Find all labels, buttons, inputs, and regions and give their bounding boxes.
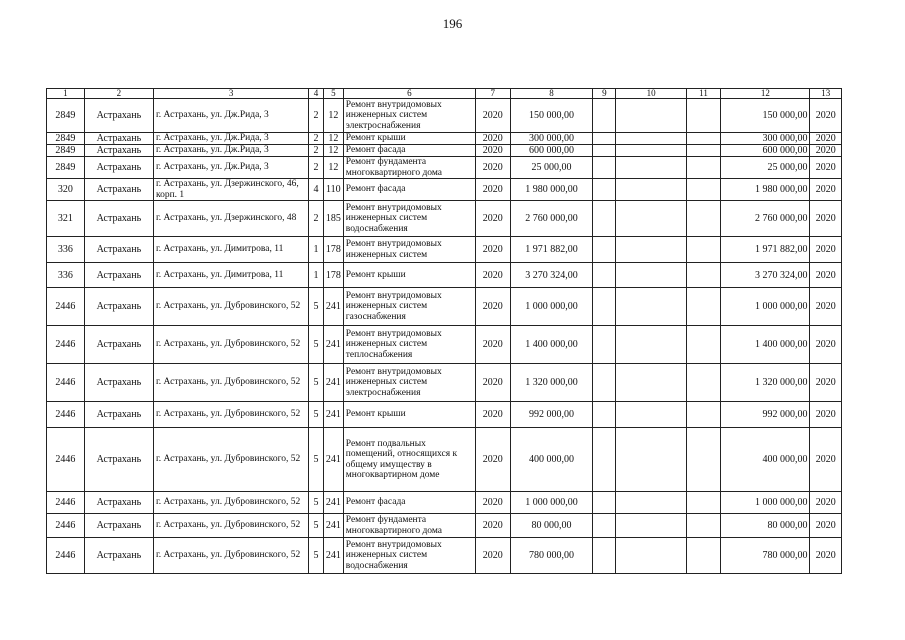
row-year: 2020 xyxy=(475,428,510,492)
row-c9 xyxy=(593,99,616,133)
row-id: 2446 xyxy=(47,402,85,428)
row-cost: 1 000 000,00 xyxy=(510,492,593,514)
row-c9 xyxy=(593,514,616,538)
row-total: 3 270 324,00 xyxy=(721,263,810,288)
column-header: 2 xyxy=(84,89,153,99)
row-work: Ремонт подвальных помещений, относящихся к общему имуществу в многоквартирном доме xyxy=(343,428,475,492)
row-end-year: 2020 xyxy=(810,402,842,428)
row-year: 2020 xyxy=(475,514,510,538)
row-c11 xyxy=(686,133,721,145)
row-id: 2849 xyxy=(47,157,85,179)
row-apts: 241 xyxy=(323,514,343,538)
row-total: 1 980 000,00 xyxy=(721,179,810,201)
row-c11 xyxy=(686,201,721,237)
row-end-year: 2020 xyxy=(810,237,842,263)
row-c10 xyxy=(616,428,686,492)
row-city: Астрахань xyxy=(84,538,153,574)
row-city: Астрахань xyxy=(84,157,153,179)
row-id: 2446 xyxy=(47,326,85,364)
row-year: 2020 xyxy=(475,326,510,364)
row-end-year: 2020 xyxy=(810,514,842,538)
row-total: 150 000,00 xyxy=(721,99,810,133)
row-id: 2446 xyxy=(47,538,85,574)
column-header: 3 xyxy=(153,89,308,99)
row-c11 xyxy=(686,99,721,133)
row-c10 xyxy=(616,364,686,402)
row-floors: 5 xyxy=(309,538,324,574)
row-address: г. Астрахань, ул. Дзержинского, 48 xyxy=(153,201,308,237)
row-year: 2020 xyxy=(475,201,510,237)
row-end-year: 2020 xyxy=(810,99,842,133)
row-year: 2020 xyxy=(475,288,510,326)
row-address: г. Астрахань, ул. Димитрова, 11 xyxy=(153,263,308,288)
row-apts: 241 xyxy=(323,326,343,364)
row-work: Ремонт крыши xyxy=(343,402,475,428)
row-city: Астрахань xyxy=(84,288,153,326)
column-header: 11 xyxy=(686,89,721,99)
table-row xyxy=(47,514,842,538)
row-floors: 4 xyxy=(309,179,324,201)
table-row xyxy=(47,326,842,364)
row-floors: 5 xyxy=(309,492,324,514)
table-row xyxy=(47,288,842,326)
row-work: Ремонт внутридомовых инженерных систем газоснабжения xyxy=(343,288,475,326)
row-floors: 1 xyxy=(309,263,324,288)
row-apts: 178 xyxy=(323,263,343,288)
row-end-year: 2020 xyxy=(810,157,842,179)
row-year: 2020 xyxy=(475,157,510,179)
row-c11 xyxy=(686,157,721,179)
row-id: 336 xyxy=(47,263,85,288)
row-city: Астрахань xyxy=(84,133,153,145)
row-c10 xyxy=(616,288,686,326)
table-row xyxy=(47,428,842,492)
row-id: 321 xyxy=(47,201,85,237)
row-c10 xyxy=(616,179,686,201)
row-cost: 600 000,00 xyxy=(510,145,593,157)
row-cost: 1 400 000,00 xyxy=(510,326,593,364)
row-c11 xyxy=(686,237,721,263)
row-cost: 1 971 882,00 xyxy=(510,237,593,263)
row-end-year: 2020 xyxy=(810,428,842,492)
row-city: Астрахань xyxy=(84,428,153,492)
row-c9 xyxy=(593,179,616,201)
row-year: 2020 xyxy=(475,179,510,201)
row-address: г. Астрахань, ул. Димитрова, 11 xyxy=(153,237,308,263)
table-row xyxy=(47,538,842,574)
row-c11 xyxy=(686,145,721,157)
row-c11 xyxy=(686,288,721,326)
row-c10 xyxy=(616,133,686,145)
row-work: Ремонт крыши xyxy=(343,133,475,145)
row-end-year: 2020 xyxy=(810,263,842,288)
row-address: г. Астрахань, ул. Дж.Рида, 3 xyxy=(153,157,308,179)
row-apts: 12 xyxy=(323,145,343,157)
row-id: 2446 xyxy=(47,364,85,402)
row-year: 2020 xyxy=(475,364,510,402)
row-id: 2446 xyxy=(47,428,85,492)
row-end-year: 2020 xyxy=(810,492,842,514)
column-header: 5 xyxy=(323,89,343,99)
row-c9 xyxy=(593,538,616,574)
row-cost: 2 760 000,00 xyxy=(510,201,593,237)
row-c9 xyxy=(593,288,616,326)
row-c9 xyxy=(593,237,616,263)
row-floors: 5 xyxy=(309,326,324,364)
row-end-year: 2020 xyxy=(810,326,842,364)
row-address: г. Астрахань, ул. Дзержинского, 46, корп. 1 xyxy=(153,179,308,201)
row-address: г. Астрахань, ул. Дубровинского, 52 xyxy=(153,364,308,402)
row-total: 300 000,00 xyxy=(721,133,810,145)
row-apts: 178 xyxy=(323,237,343,263)
row-cost: 992 000,00 xyxy=(510,402,593,428)
row-city: Астрахань xyxy=(84,99,153,133)
row-total: 780 000,00 xyxy=(721,538,810,574)
row-city: Астрахань xyxy=(84,492,153,514)
row-c11 xyxy=(686,514,721,538)
row-work: Ремонт фасада xyxy=(343,179,475,201)
row-id: 2446 xyxy=(47,492,85,514)
row-total: 400 000,00 xyxy=(721,428,810,492)
row-c11 xyxy=(686,538,721,574)
column-header: 1 xyxy=(47,89,85,99)
row-total: 25 000,00 xyxy=(721,157,810,179)
row-city: Астрахань xyxy=(84,145,153,157)
row-city: Астрахань xyxy=(84,402,153,428)
row-address: г. Астрахань, ул. Дж.Рида, 3 xyxy=(153,145,308,157)
column-header: 9 xyxy=(593,89,616,99)
row-cost: 780 000,00 xyxy=(510,538,593,574)
row-apts: 241 xyxy=(323,492,343,514)
row-total: 1 971 882,00 xyxy=(721,237,810,263)
table-row xyxy=(47,402,842,428)
row-apts: 12 xyxy=(323,99,343,133)
row-total: 2 760 000,00 xyxy=(721,201,810,237)
row-address: г. Астрахань, ул. Дубровинского, 52 xyxy=(153,288,308,326)
row-city: Астрахань xyxy=(84,263,153,288)
row-c10 xyxy=(616,99,686,133)
row-apts: 110 xyxy=(323,179,343,201)
row-apts: 241 xyxy=(323,538,343,574)
row-apts: 241 xyxy=(323,364,343,402)
row-c10 xyxy=(616,145,686,157)
row-work: Ремонт внутридомовых инженерных систем водоснабжения xyxy=(343,538,475,574)
row-total: 992 000,00 xyxy=(721,402,810,428)
row-work: Ремонт фасада xyxy=(343,145,475,157)
row-id: 2446 xyxy=(47,514,85,538)
row-floors: 5 xyxy=(309,428,324,492)
column-header: 13 xyxy=(810,89,842,99)
table-row xyxy=(47,145,842,157)
table-row xyxy=(47,99,842,133)
row-c9 xyxy=(593,402,616,428)
row-year: 2020 xyxy=(475,263,510,288)
column-header: 8 xyxy=(510,89,593,99)
row-year: 2020 xyxy=(475,99,510,133)
row-c9 xyxy=(593,326,616,364)
row-address: г. Астрахань, ул. Дубровинского, 52 xyxy=(153,428,308,492)
row-c9 xyxy=(593,133,616,145)
row-c10 xyxy=(616,492,686,514)
column-header: 7 xyxy=(475,89,510,99)
row-id: 336 xyxy=(47,237,85,263)
table-row xyxy=(47,179,842,201)
row-year: 2020 xyxy=(475,145,510,157)
row-c10 xyxy=(616,326,686,364)
row-floors: 5 xyxy=(309,514,324,538)
row-id: 2849 xyxy=(47,99,85,133)
row-c9 xyxy=(593,364,616,402)
row-c9 xyxy=(593,428,616,492)
row-year: 2020 xyxy=(475,492,510,514)
row-c10 xyxy=(616,237,686,263)
row-year: 2020 xyxy=(475,237,510,263)
row-apts: 241 xyxy=(323,428,343,492)
row-total: 1 320 000,00 xyxy=(721,364,810,402)
row-end-year: 2020 xyxy=(810,133,842,145)
row-id: 2849 xyxy=(47,133,85,145)
row-cost: 1 000 000,00 xyxy=(510,288,593,326)
row-floors: 2 xyxy=(309,145,324,157)
row-cost: 1 980 000,00 xyxy=(510,179,593,201)
row-city: Астрахань xyxy=(84,237,153,263)
row-year: 2020 xyxy=(475,538,510,574)
row-address: г. Астрахань, ул. Дубровинского, 52 xyxy=(153,514,308,538)
row-total: 600 000,00 xyxy=(721,145,810,157)
row-apts: 241 xyxy=(323,288,343,326)
row-c10 xyxy=(616,514,686,538)
row-c11 xyxy=(686,402,721,428)
row-floors: 1 xyxy=(309,237,324,263)
row-c10 xyxy=(616,157,686,179)
row-end-year: 2020 xyxy=(810,288,842,326)
header-row xyxy=(47,89,842,99)
row-cost: 80 000,00 xyxy=(510,514,593,538)
row-address: г. Астрахань, ул. Дубровинского, 52 xyxy=(153,326,308,364)
row-end-year: 2020 xyxy=(810,364,842,402)
row-c9 xyxy=(593,201,616,237)
row-year: 2020 xyxy=(475,402,510,428)
row-c11 xyxy=(686,364,721,402)
row-floors: 2 xyxy=(309,157,324,179)
row-id: 2849 xyxy=(47,145,85,157)
row-apts: 241 xyxy=(323,402,343,428)
row-floors: 5 xyxy=(309,364,324,402)
row-c10 xyxy=(616,538,686,574)
row-cost: 400 000,00 xyxy=(510,428,593,492)
table-row xyxy=(47,263,842,288)
row-id: 2446 xyxy=(47,288,85,326)
row-cost: 300 000,00 xyxy=(510,133,593,145)
row-year: 2020 xyxy=(475,133,510,145)
row-c10 xyxy=(616,402,686,428)
row-c11 xyxy=(686,428,721,492)
row-address: г. Астрахань, ул. Дубровинского, 52 xyxy=(153,492,308,514)
row-c9 xyxy=(593,145,616,157)
table-row xyxy=(47,133,842,145)
row-apts: 12 xyxy=(323,157,343,179)
page-number: 196 xyxy=(442,16,463,31)
row-work: Ремонт фасада xyxy=(343,492,475,514)
row-floors: 5 xyxy=(309,288,324,326)
capital-repair-table xyxy=(46,88,842,574)
table-row xyxy=(47,237,842,263)
row-address: г. Астрахань, ул. Дж.Рида, 3 xyxy=(153,99,308,133)
row-cost: 3 270 324,00 xyxy=(510,263,593,288)
table-row xyxy=(47,157,842,179)
row-total: 1 400 000,00 xyxy=(721,326,810,364)
row-total: 1 000 000,00 xyxy=(721,288,810,326)
row-city: Астрахань xyxy=(84,201,153,237)
row-work: Ремонт внутридомовых инженерных систем теплоснабжения xyxy=(343,326,475,364)
row-cost: 150 000,00 xyxy=(510,99,593,133)
row-c10 xyxy=(616,201,686,237)
row-end-year: 2020 xyxy=(810,538,842,574)
row-total: 1 000 000,00 xyxy=(721,492,810,514)
row-id: 320 xyxy=(47,179,85,201)
row-c9 xyxy=(593,492,616,514)
row-address: г. Астрахань, ул. Дубровинского, 52 xyxy=(153,538,308,574)
row-c11 xyxy=(686,326,721,364)
row-cost: 25 000,00 xyxy=(510,157,593,179)
row-city: Астрахань xyxy=(84,514,153,538)
row-floors: 2 xyxy=(309,201,324,237)
row-c10 xyxy=(616,263,686,288)
row-work: Ремонт внутридомовых инженерных систем электроснабжения xyxy=(343,364,475,402)
column-header: 4 xyxy=(309,89,324,99)
row-work: Ремонт крыши xyxy=(343,263,475,288)
row-end-year: 2020 xyxy=(810,201,842,237)
column-header: 12 xyxy=(721,89,810,99)
row-floors: 5 xyxy=(309,402,324,428)
table-row xyxy=(47,201,842,237)
row-address: г. Астрахань, ул. Дубровинского, 52 xyxy=(153,402,308,428)
row-address: г. Астрахань, ул. Дж.Рида, 3 xyxy=(153,133,308,145)
row-total: 80 000,00 xyxy=(721,514,810,538)
row-floors: 2 xyxy=(309,133,324,145)
row-work: Ремонт внутридомовых инженерных систем xyxy=(343,237,475,263)
row-apts: 12 xyxy=(323,133,343,145)
column-header: 6 xyxy=(343,89,475,99)
row-cost: 1 320 000,00 xyxy=(510,364,593,402)
row-c11 xyxy=(686,263,721,288)
row-c11 xyxy=(686,492,721,514)
row-work: Ремонт внутридомовых инженерных систем электроснабжения xyxy=(343,99,475,133)
row-work: Ремонт внутридомовых инженерных систем водоснабжения xyxy=(343,201,475,237)
row-end-year: 2020 xyxy=(810,145,842,157)
row-end-year: 2020 xyxy=(810,179,842,201)
row-work: Ремонт фундамента многоквартирного дома xyxy=(343,514,475,538)
row-c9 xyxy=(593,263,616,288)
column-header: 10 xyxy=(616,89,686,99)
row-apts: 185 xyxy=(323,201,343,237)
row-city: Астрахань xyxy=(84,326,153,364)
row-floors: 2 xyxy=(309,99,324,133)
table-row xyxy=(47,364,842,402)
table-row xyxy=(47,492,842,514)
row-city: Астрахань xyxy=(84,364,153,402)
row-city: Астрахань xyxy=(84,179,153,201)
row-c9 xyxy=(593,157,616,179)
row-work: Ремонт фундамента многоквартирного дома xyxy=(343,157,475,179)
row-c11 xyxy=(686,179,721,201)
